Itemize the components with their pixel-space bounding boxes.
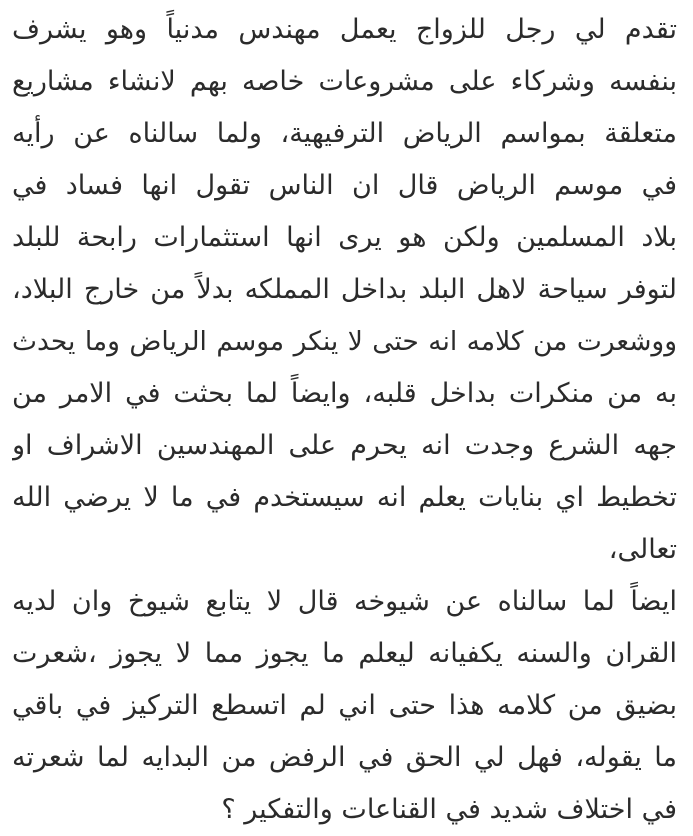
text-line-12: ايضاً لما سالناه عن شيوخه قال لا يتابع شيوخ وان لديه bbox=[12, 586, 677, 617]
text-line-8: به من منكرات بداخل قلبه، وايضاً لما بحثت في الامر من bbox=[12, 378, 677, 409]
text-line-1: تقدم لي رجل للزواج يعمل مهندس مدنياً وهو يشرف bbox=[12, 14, 677, 45]
text-line-4: في موسم الرياض قال ان الناس تقول انها فساد في bbox=[12, 170, 677, 201]
text-line-10: تخطيط اي بنايات يعلم انه سيستخدم في ما لا يرضي الله bbox=[12, 482, 677, 513]
text-line-16: في اختلاف شديد في القناعات والتفكير ؟ bbox=[221, 794, 677, 825]
text-line-7: ووشعرت من كلامه انه حتى لا ينكر موسم الرياض وما يحدث bbox=[12, 326, 677, 357]
text-line-15: ما يقوله، فهل لي الحق في الرفض من البدايه لما شعرته bbox=[12, 742, 677, 773]
text-line-2: بنفسه وشركاء على مشروعات خاصه بهم لانشاء مشاريع bbox=[12, 66, 677, 97]
text-line-11: تعالى، bbox=[608, 534, 677, 565]
text-line-6: لتوفر سياحة لاهل البلد بداخل المملكه بدلاً من خارج البلاد، bbox=[12, 274, 677, 305]
text-line-13: القران والسنه يكفيانه ليعلم ما يجوز مما لا يجوز ،شعرت bbox=[12, 638, 677, 669]
text-line-5: بلاد المسلمين ولكن هو يرى انها استثمارات رابحة للبلد bbox=[12, 222, 677, 253]
text-line-3: متعلقة بمواسم الرياض الترفيهية، ولما سالناه عن رأيه bbox=[12, 118, 677, 149]
text-line-14: بضيق من كلامه هذا حتى اني لم اتسطع التركيز في باقي bbox=[12, 690, 677, 721]
text-line-9: جهه الشرع وجدت انه يحرم على المهندسين الاشراف او bbox=[12, 430, 677, 461]
